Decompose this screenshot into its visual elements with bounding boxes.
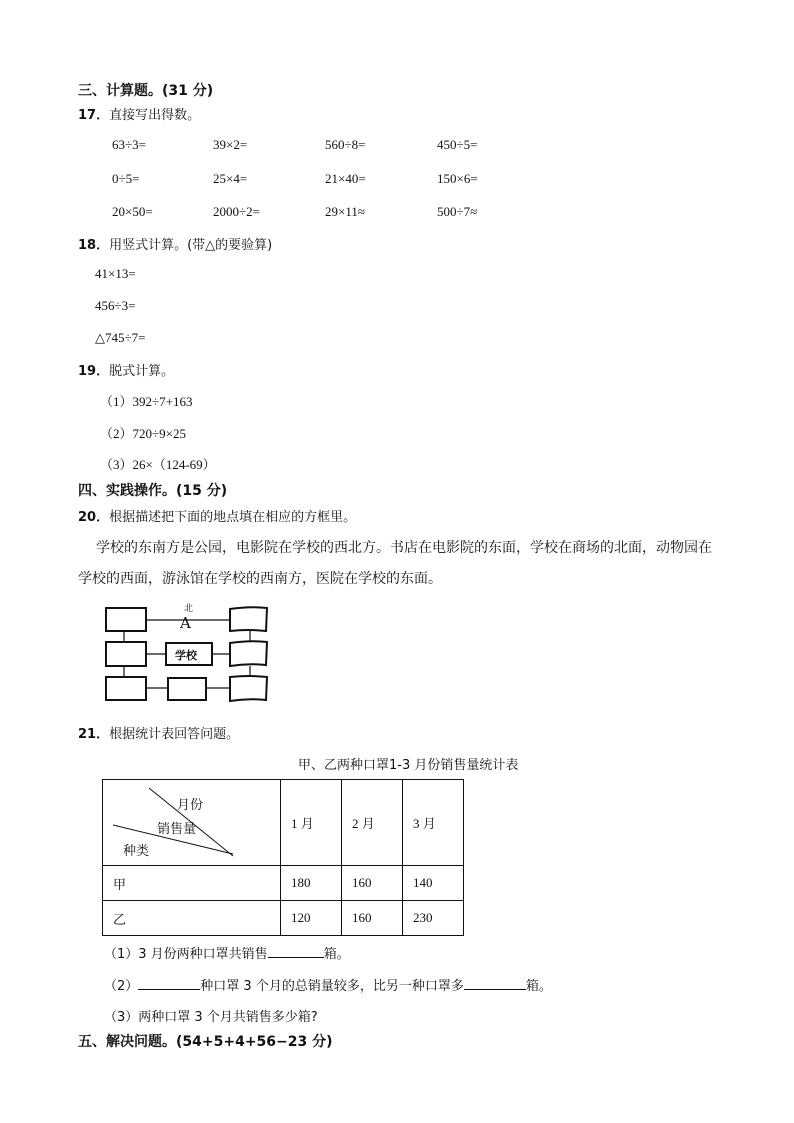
vertical-calc-item: 41×13=: [95, 266, 136, 281]
row-label: 乙: [103, 901, 281, 936]
section-three-title: 三、计算题。(31 分): [78, 83, 214, 99]
calc-item: 150×6=: [437, 171, 478, 186]
location-map-diagram: [100, 600, 275, 705]
sub-question-text: 箱。: [525, 979, 552, 994]
north-label: 北: [184, 604, 194, 614]
question-number: 21．: [78, 727, 110, 742]
answer-blank[interactable]: [138, 977, 200, 990]
calc-item: 25×4=: [213, 171, 248, 186]
question-number: 19．: [78, 364, 110, 379]
question-text: 直接写出得数。: [109, 108, 201, 123]
map-box-northeast[interactable]: [230, 607, 267, 631]
question-text: 用竖式计算。(带△的要验算): [109, 238, 273, 253]
question-number: 18．: [78, 238, 110, 253]
calc-item: 2000÷2=: [213, 204, 260, 219]
sub-question-text: 箱。: [323, 947, 350, 962]
column-header: 2 月: [342, 780, 403, 866]
answer-blank[interactable]: [464, 977, 526, 990]
stepwise-calc-item: （3）26×（124-69）: [100, 457, 216, 472]
table-row: [103, 901, 464, 936]
table-cell: 160: [342, 866, 403, 901]
sub-question-text: 种口罩 3 个月的总销量较多，比另一种口罩多: [200, 979, 464, 994]
map-box-south[interactable]: [168, 678, 206, 700]
table-cell: 140: [403, 866, 464, 901]
sub-question-2: [104, 975, 552, 994]
table-row: [103, 866, 464, 901]
header-kind-label: 种类: [123, 844, 150, 859]
sub-question-text: （1）3 月份两种口罩共销售: [104, 947, 268, 962]
question-number: 17．: [78, 108, 110, 123]
description-line: 学校的西面，游泳馆在学校的西南方，医院在学校的东面。: [78, 571, 442, 587]
map-box-southwest[interactable]: [106, 677, 146, 700]
calc-item: 63÷3=: [112, 137, 146, 152]
map-box-northwest[interactable]: [106, 608, 146, 631]
row-label: 甲: [103, 866, 281, 901]
calc-item: 39×2=: [213, 137, 248, 152]
question-text: 根据统计表回答问题。: [109, 727, 240, 742]
stepwise-calc-item: （1）392÷7+163: [100, 394, 193, 409]
calc-item: 29×11≈: [325, 204, 365, 219]
table-cell: 180: [281, 866, 342, 901]
vertical-calc-item: 456÷3=: [95, 298, 136, 313]
map-box-southeast[interactable]: [230, 676, 267, 701]
vertical-calc-item: △745÷7=: [95, 330, 146, 345]
map-box-west[interactable]: [106, 642, 146, 666]
table-cell: 120: [281, 901, 342, 936]
question-text: 脱式计算。: [109, 364, 175, 379]
table-cell: 160: [342, 901, 403, 936]
section-four-title: 四、实践操作。(15 分): [78, 483, 228, 499]
question-21: [78, 723, 239, 742]
column-header: 3 月: [403, 780, 464, 866]
stepwise-calc-item: （2）720÷9×25: [100, 426, 186, 441]
school-label: 学校: [175, 649, 197, 662]
sub-question-3: （3）两种口罩 3 个月共销售多少箱?: [104, 1010, 318, 1025]
question-17: [78, 104, 200, 123]
question-19: [78, 360, 174, 379]
calc-item: 20×50=: [112, 204, 153, 219]
calc-item: 560÷8=: [325, 137, 366, 152]
question-20: [78, 506, 356, 525]
sales-statistics-table: [102, 779, 464, 936]
table-header-row: [103, 780, 464, 866]
description-line: 学校的东南方是公园，电影院在学校的西北方。书店在电影院的东面，学校在商场的北面，动物园在: [96, 540, 712, 556]
calc-item: 21×40=: [325, 171, 366, 186]
header-sales-label: 销售量: [157, 822, 197, 837]
calc-item: 450÷5=: [437, 137, 478, 152]
header-month-label: 月份: [177, 798, 204, 813]
north-arrow-icon: A: [180, 614, 191, 632]
diagonal-header-cell: [103, 780, 281, 866]
calc-item: 500÷7≈: [437, 204, 478, 219]
sub-question-1: [104, 943, 350, 962]
answer-blank[interactable]: [268, 945, 324, 958]
sub-question-text: （2）: [104, 979, 139, 994]
question-number: 20．: [78, 510, 110, 525]
question-18: [78, 234, 272, 253]
table-title: 甲、乙两种口罩1-3 月份销售量统计表: [298, 758, 519, 773]
map-box-east[interactable]: [230, 641, 267, 666]
question-text: 根据描述把下面的地点填在相应的方框里。: [109, 510, 357, 525]
column-header: 1 月: [281, 780, 342, 866]
table-cell: 230: [403, 901, 464, 936]
calc-item: 0÷5=: [112, 171, 140, 186]
section-five-title: 五、解决问题。(54+5+4+56−23 分): [78, 1034, 333, 1050]
